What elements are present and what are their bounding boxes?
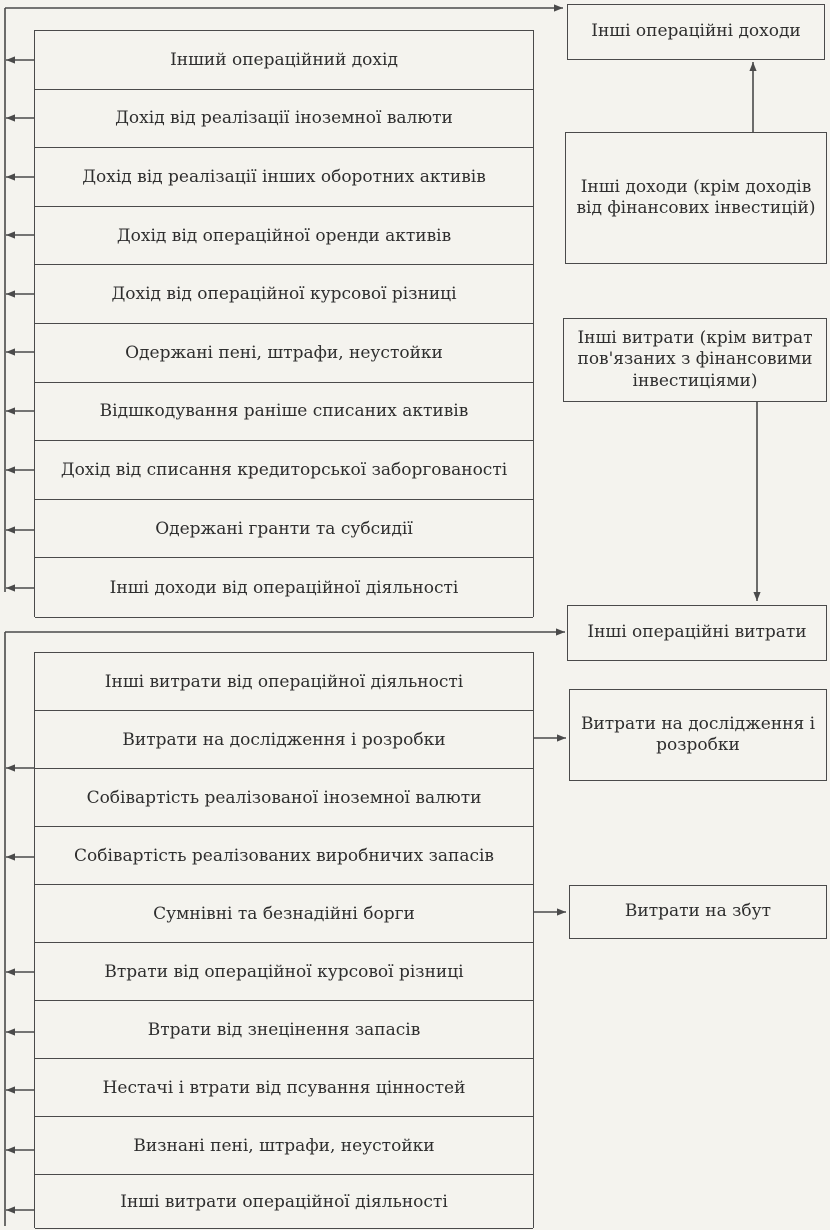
income-items-list <box>34 30 534 617</box>
expense-item: Втрати від операційної курсової різниці <box>35 943 533 1001</box>
expense-items-list <box>34 652 534 1228</box>
expense-item: Собівартість реалізованих виробничих запасів <box>35 827 533 885</box>
income-item: Дохід від операційної курсової різниці <box>35 265 533 324</box>
expense-item: Втрати від знецінення запасів <box>35 1001 533 1059</box>
other-expenses-box: Інші витрати (крім витрат пов'язаних з фінансовими інвестиціями) <box>563 318 827 402</box>
expense-item: Нестачі і втрати від псування цінностей <box>35 1059 533 1117</box>
expense-item: Інші витрати від операційної діяльності <box>35 653 533 711</box>
expense-item: Собівартість реалізованої іноземної валюти <box>35 769 533 827</box>
expense-item: Витрати на дослідження і розробки <box>35 711 533 769</box>
income-item: Інший операційний дохід <box>35 31 533 90</box>
income-item: Дохід від реалізації іноземної валюти <box>35 90 533 149</box>
income-item: Відшкодування раніше списаних активів <box>35 383 533 442</box>
income-row-arrows <box>6 60 34 588</box>
income-item: Одержані пені, штрафи, неустойки <box>35 324 533 383</box>
expense-item: Сумнівні та безнадійні борги <box>35 885 533 943</box>
income-item: Дохід від операційної оренди активів <box>35 207 533 266</box>
expense-row-arrows <box>6 768 34 1210</box>
other-operating-income-box: Інші операційні доходи <box>567 4 825 60</box>
income-item: Одержані гранти та субсидії <box>35 500 533 559</box>
expense-item: Визнані пені, штрафи, неустойки <box>35 1117 533 1175</box>
other-income-box: Інші доходи (крім доходів від фінансових інвестицій) <box>565 132 827 264</box>
other-operating-expenses-box: Інші операційні витрати <box>567 605 827 661</box>
income-item: Дохід від списання кредиторської заборгованості <box>35 441 533 500</box>
expense-item: Інші витрати операційної діяльності <box>35 1175 533 1229</box>
income-item: Інші доходи від операційної діяльності <box>35 558 533 618</box>
rd-expenses-box: Витрати на дослідження і розробки <box>569 689 827 781</box>
sales-expenses-box: Витрати на збут <box>569 885 827 939</box>
income-item: Дохід від реалізації інших оборотних активів <box>35 148 533 207</box>
